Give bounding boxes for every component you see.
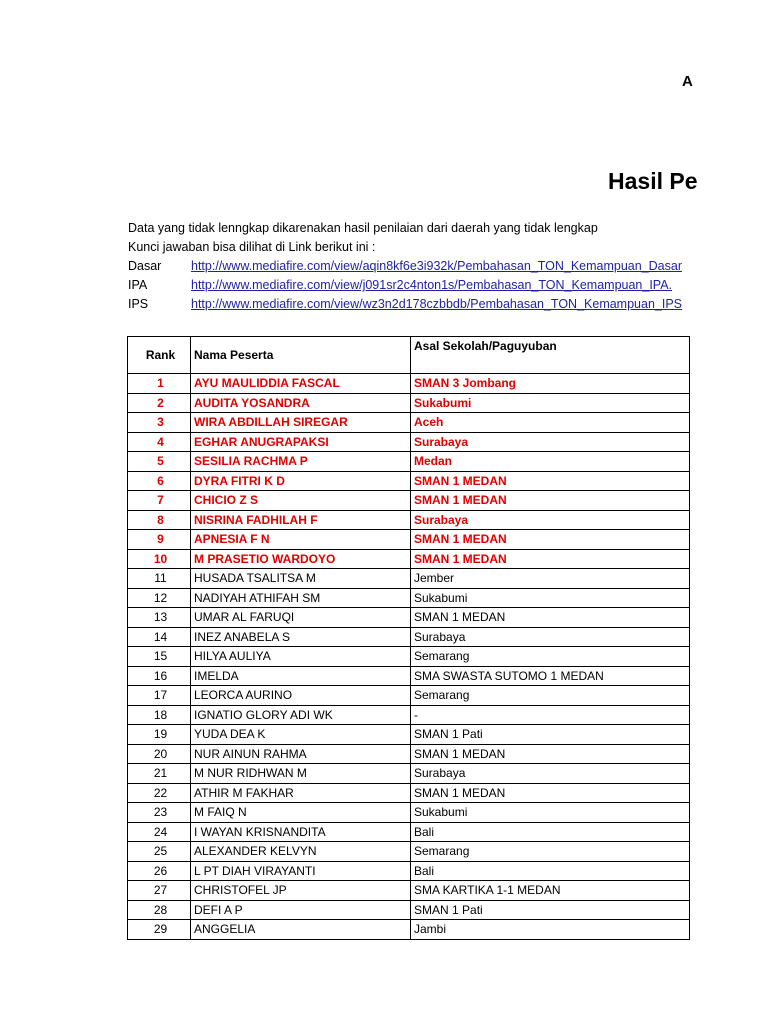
- rank-cell: 5: [128, 452, 191, 472]
- table-row: [128, 647, 690, 667]
- asal-cell: SMAN 1 Pati: [411, 900, 690, 920]
- asal-cell: Semarang: [411, 842, 690, 862]
- asal-cell: SMAN 1 MEDAN: [411, 530, 690, 550]
- name-cell: HILYA AULIYA: [191, 647, 411, 667]
- table-row: [128, 471, 690, 491]
- name-cell: APNESIA F N: [191, 530, 411, 550]
- link-dasar[interactable]: http://www.mediafire.com/view/aqin8kf6e3i932k/Pembahasan_TON_Kemampuan_Dasar: [191, 259, 682, 273]
- table-row: [128, 861, 690, 881]
- link-row-dasar: [128, 257, 768, 276]
- rank-cell: 27: [128, 881, 191, 901]
- asal-cell: Surabaya: [411, 432, 690, 452]
- asal-cell: Surabaya: [411, 510, 690, 530]
- header-letter: A: [682, 73, 693, 90]
- table-row: [128, 588, 690, 608]
- rank-cell: 19: [128, 725, 191, 745]
- table-row: [128, 705, 690, 725]
- name-cell: UMAR AL FARUQI: [191, 608, 411, 628]
- asal-cell: SMAN 1 MEDAN: [411, 608, 690, 628]
- table-body: [128, 374, 690, 940]
- rank-cell: 23: [128, 803, 191, 823]
- table-row: [128, 608, 690, 628]
- rank-cell: 29: [128, 920, 191, 940]
- asal-cell: -: [411, 705, 690, 725]
- table-row: [128, 393, 690, 413]
- asal-cell: Aceh: [411, 413, 690, 433]
- asal-cell: SMAN 1 MEDAN: [411, 549, 690, 569]
- page-title: Hasil Pe: [608, 168, 698, 194]
- asal-cell: Bali: [411, 822, 690, 842]
- rank-cell: 28: [128, 900, 191, 920]
- asal-cell: SMA SWASTA SUTOMO 1 MEDAN: [411, 666, 690, 686]
- asal-cell: Semarang: [411, 686, 690, 706]
- rank-cell: 24: [128, 822, 191, 842]
- name-cell: NADIYAH ATHIFAH SM: [191, 588, 411, 608]
- asal-cell: Sukabumi: [411, 393, 690, 413]
- rank-cell: 1: [128, 374, 191, 394]
- rank-cell: 4: [128, 432, 191, 452]
- table-row: [128, 666, 690, 686]
- table-row: [128, 374, 690, 394]
- table-row: [128, 822, 690, 842]
- rank-cell: 21: [128, 764, 191, 784]
- rank-cell: 20: [128, 744, 191, 764]
- table-row: [128, 569, 690, 589]
- name-cell: I WAYAN KRISNANDITA: [191, 822, 411, 842]
- rank-cell: 14: [128, 627, 191, 647]
- column-header-rank: Rank: [128, 337, 191, 374]
- name-cell: M NUR RIDHWAN M: [191, 764, 411, 784]
- rank-cell: 10: [128, 549, 191, 569]
- name-cell: EGHAR ANUGRAPAKSI: [191, 432, 411, 452]
- asal-cell: Jambi: [411, 920, 690, 940]
- asal-cell: SMAN 1 MEDAN: [411, 471, 690, 491]
- rank-cell: 18: [128, 705, 191, 725]
- results-table: [127, 336, 690, 940]
- rank-cell: 25: [128, 842, 191, 862]
- asal-cell: Surabaya: [411, 627, 690, 647]
- link-label-ipa: IPA: [128, 278, 148, 292]
- name-cell: SESILIA RACHMA P: [191, 452, 411, 472]
- table-row: [128, 920, 690, 940]
- asal-cell: SMAN 1 MEDAN: [411, 491, 690, 511]
- rank-cell: 7: [128, 491, 191, 511]
- rank-cell: 11: [128, 569, 191, 589]
- table-row: [128, 627, 690, 647]
- link-ipa[interactable]: http://www.mediafire.com/view/j091sr2c4nton1s/Pembahasan_TON_Kemampuan_IPA.: [191, 278, 673, 292]
- name-cell: DYRA FITRI K D: [191, 471, 411, 491]
- link-label-dasar: Dasar: [128, 259, 162, 273]
- rank-cell: 6: [128, 471, 191, 491]
- asal-cell: Medan: [411, 452, 690, 472]
- name-cell: CHICIO Z S: [191, 491, 411, 511]
- name-cell: HUSADA TSALITSA M: [191, 569, 411, 589]
- rank-cell: 26: [128, 861, 191, 881]
- rank-cell: 22: [128, 783, 191, 803]
- note-answer-key: Kunci jawaban bisa dilihat di Link berikut ini :: [128, 240, 376, 254]
- asal-cell: Bali: [411, 861, 690, 881]
- name-cell: AYU MAULIDDIA FASCAL: [191, 374, 411, 394]
- asal-cell: Jember: [411, 569, 690, 589]
- notes-section: [128, 219, 768, 314]
- table-row: [128, 549, 690, 569]
- name-cell: IGNATIO GLORY ADI WK: [191, 705, 411, 725]
- rank-cell: 13: [128, 608, 191, 628]
- asal-cell: Sukabumi: [411, 588, 690, 608]
- rank-cell: 17: [128, 686, 191, 706]
- table-row: [128, 413, 690, 433]
- name-cell: ANGGELIA: [191, 920, 411, 940]
- rank-cell: 3: [128, 413, 191, 433]
- asal-cell: SMAN 1 MEDAN: [411, 783, 690, 803]
- table-row: [128, 432, 690, 452]
- link-label-ips: IPS: [128, 297, 149, 311]
- name-cell: ALEXANDER KELVYN: [191, 842, 411, 862]
- column-header-name: Nama Peserta: [191, 337, 411, 374]
- table-row: [128, 510, 690, 530]
- asal-cell: Semarang: [411, 647, 690, 667]
- link-row-ipa: [128, 276, 768, 295]
- table-row: [128, 842, 690, 862]
- rank-cell: 2: [128, 393, 191, 413]
- link-ips[interactable]: http://www.mediafire.com/view/wz3n2d178czbbdb/Pembahasan_TON_Kemampuan_IPS: [191, 297, 683, 311]
- name-cell: AUDITA YOSANDRA: [191, 393, 411, 413]
- rank-cell: 12: [128, 588, 191, 608]
- rank-cell: 8: [128, 510, 191, 530]
- rank-cell: 9: [128, 530, 191, 550]
- rank-cell: 16: [128, 666, 191, 686]
- name-cell: M PRASETIO WARDOYO: [191, 549, 411, 569]
- column-header-asal: Asal Sekolah/Paguyuban: [411, 337, 690, 374]
- table-row: [128, 491, 690, 511]
- asal-cell: Surabaya: [411, 764, 690, 784]
- table-row: [128, 783, 690, 803]
- link-row-ips: [128, 295, 768, 314]
- asal-cell: SMAN 1 MEDAN: [411, 744, 690, 764]
- asal-cell: Sukabumi: [411, 803, 690, 823]
- table-row: [128, 803, 690, 823]
- name-cell: L PT DIAH VIRAYANTI: [191, 861, 411, 881]
- table-row: [128, 530, 690, 550]
- name-cell: DEFI A P: [191, 900, 411, 920]
- name-cell: ATHIR M FAKHAR: [191, 783, 411, 803]
- asal-cell: SMAN 3 Jombang: [411, 374, 690, 394]
- table-row: [128, 744, 690, 764]
- name-cell: CHRISTOFEL JP: [191, 881, 411, 901]
- name-cell: NUR AINUN RAHMA: [191, 744, 411, 764]
- table-header-row: [128, 337, 690, 374]
- name-cell: INEZ ANABELA S: [191, 627, 411, 647]
- table-row: [128, 686, 690, 706]
- name-cell: YUDA DEA K: [191, 725, 411, 745]
- asal-cell: SMA KARTIKA 1-1 MEDAN: [411, 881, 690, 901]
- table-row: [128, 900, 690, 920]
- name-cell: WIRA ABDILLAH SIREGAR: [191, 413, 411, 433]
- name-cell: LEORCA AURINO: [191, 686, 411, 706]
- table-row: [128, 452, 690, 472]
- name-cell: NISRINA FADHILAH F: [191, 510, 411, 530]
- table-row: [128, 881, 690, 901]
- note-incomplete-data: Data yang tidak lenngkap dikarenakan hasil penilaian dari daerah yang tidak lengkap: [128, 221, 598, 235]
- name-cell: IMELDA: [191, 666, 411, 686]
- table-row: [128, 764, 690, 784]
- rank-cell: 15: [128, 647, 191, 667]
- name-cell: M FAIQ N: [191, 803, 411, 823]
- asal-cell: SMAN 1 Pati: [411, 725, 690, 745]
- table-row: [128, 725, 690, 745]
